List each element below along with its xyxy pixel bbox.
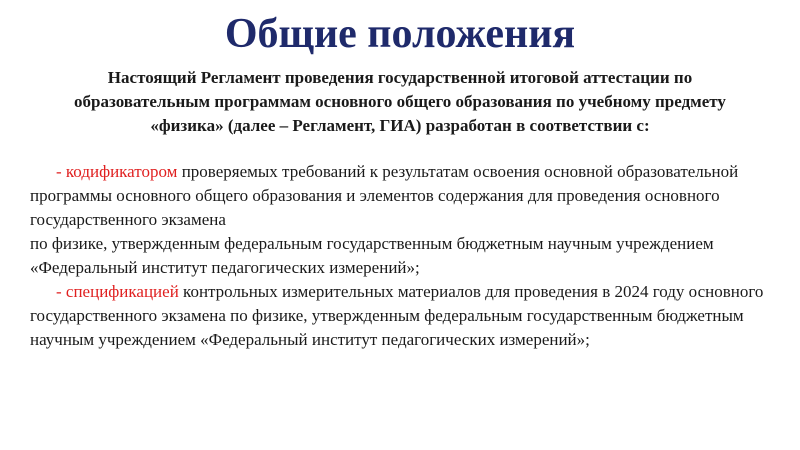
intro-paragraph: Настоящий Регламент проведения государственной итоговой аттестации по образовательным программам основного общего образования по учебному предмету «физика» (далее – Регламент, ГИА) разработан в соответствии с: [74,68,726,135]
slide-body [30,160,775,352]
item-specification [30,280,775,352]
item-codifier [30,160,775,232]
specification-highlight: - спецификацией [56,282,179,301]
item-codifier-continuation: по физике, утвержденным федеральным государственным бюджетным научным учреждением «Федеральный институт педагогических измерений»; [30,234,714,277]
codifier-highlight: - кодификатором [56,162,178,181]
specification-text: контрольных измерительных материалов для проведения в 2024 году основного государственного экзамена по физике, утвержденным федеральным государственным бюджетным научным учреждением «Федеральный институт педагогических измерений»; [30,282,764,349]
codifier-text: проверяемых требований к результатам освоения основной образовательной программы основного общего образования и элементов содержания для проведения основного государственного экзамена [30,162,739,229]
slide-title: Общие положения [224,11,576,57]
